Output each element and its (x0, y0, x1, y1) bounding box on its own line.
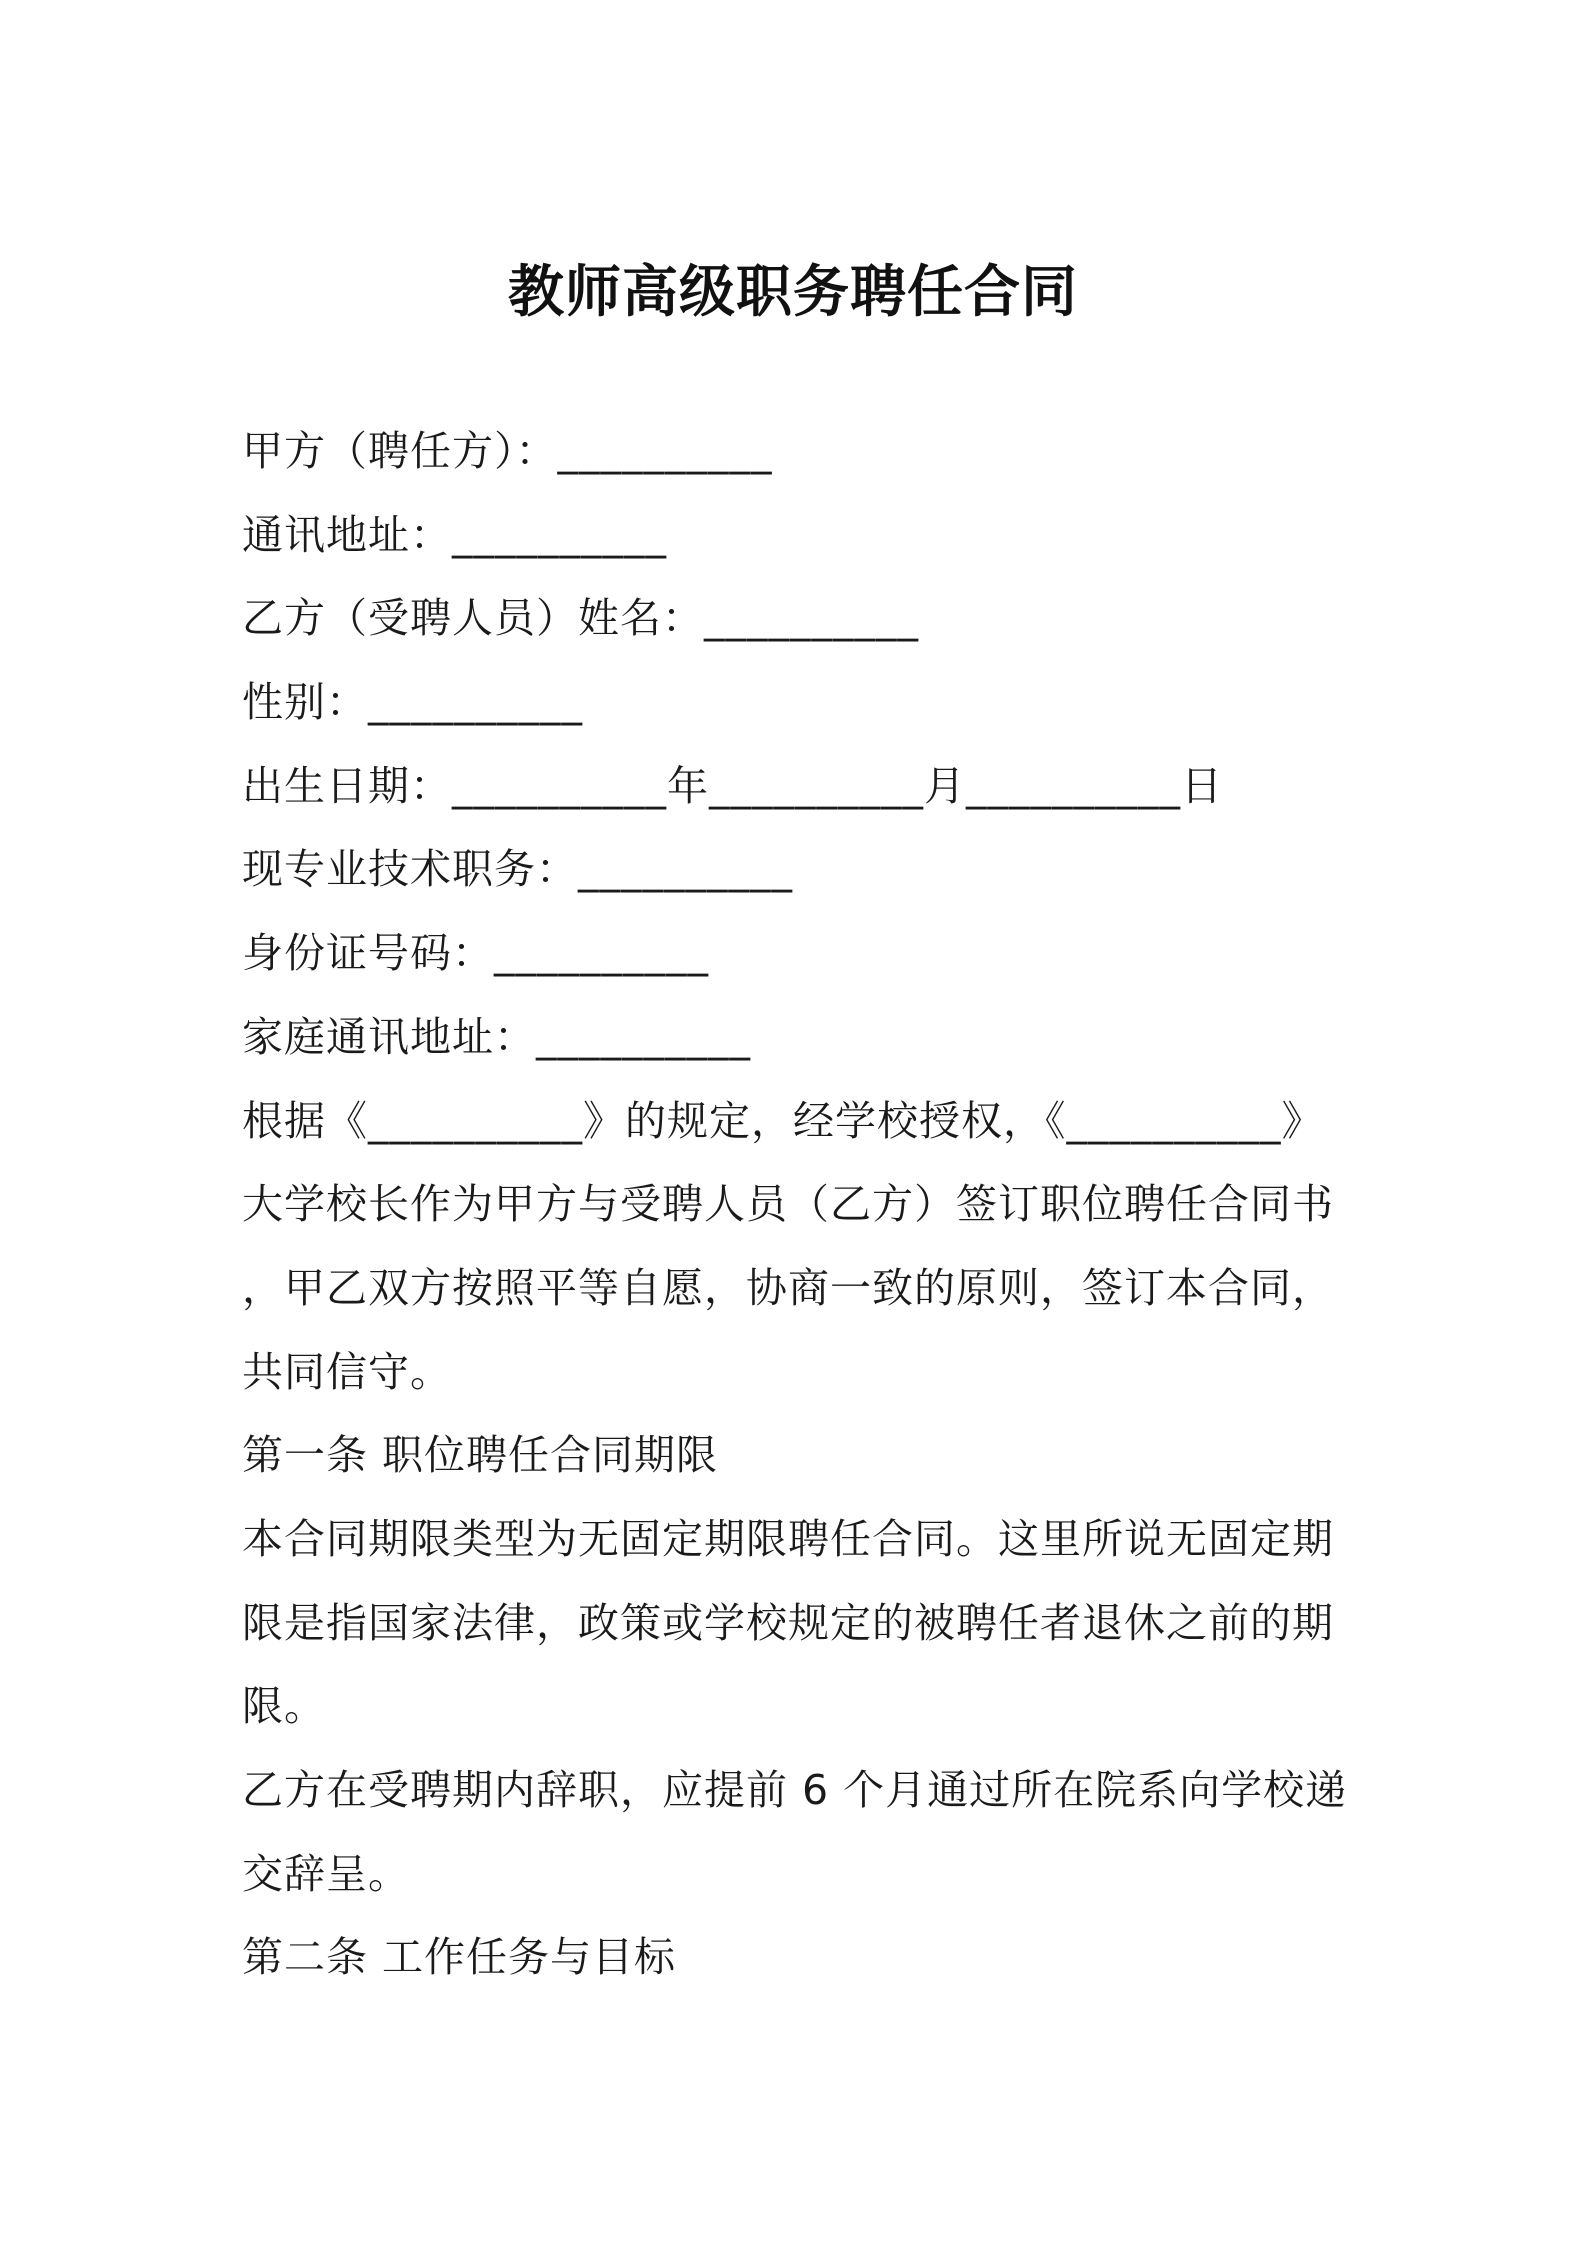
paragraph-line: 共同信守。 (242, 1347, 452, 1396)
party-b-name-line: 乙方（受聘人员）姓名：__________ (242, 594, 919, 643)
paragraph-line: 限。 (242, 1682, 326, 1731)
paragraph-line: ，甲乙双方按照平等自愿，协商一致的原则，签订本合同， (242, 1263, 1334, 1312)
home-address-line: 家庭通讯地址：__________ (242, 1012, 751, 1061)
current-title-line: 现专业技术职务：__________ (242, 845, 793, 894)
party-a-line: 甲方（聘任方）：__________ (242, 427, 773, 475)
address-line: 通讯地址：__________ (242, 510, 667, 559)
document-title: 教师高级职务聘任合同 (508, 260, 1078, 325)
birth-date-line: 出生日期：__________年__________月__________日 (242, 761, 1223, 810)
paragraph-line: 大学校长作为甲方与受聘人员（乙方）签订职位聘任合同书 (242, 1180, 1334, 1229)
id-number-line: 身份证号码：__________ (242, 929, 709, 978)
paragraph-line: 本合同期限类型为无固定期限聘任合同。这里所说无固定期 (242, 1514, 1334, 1563)
paragraph-line: 根据《__________》的规定，经学校授权，《__________》 (242, 1096, 1324, 1145)
gender-line: 性别：__________ (242, 678, 583, 727)
article-heading: 第二条 工作任务与目标 (242, 1933, 677, 1982)
document-body (242, 410, 1362, 2000)
article-heading: 第一条 职位聘任合同期限 (242, 1431, 719, 1480)
paragraph-line: 交辞呈。 (242, 1849, 410, 1898)
paragraph-line: 限是指国家法律，政策或学校规定的被聘任者退休之前的期 (242, 1598, 1334, 1647)
paragraph-line: 乙方在受聘期内辞职，应提前 6 个月通过所在院系向学校递 (242, 1766, 1348, 1814)
